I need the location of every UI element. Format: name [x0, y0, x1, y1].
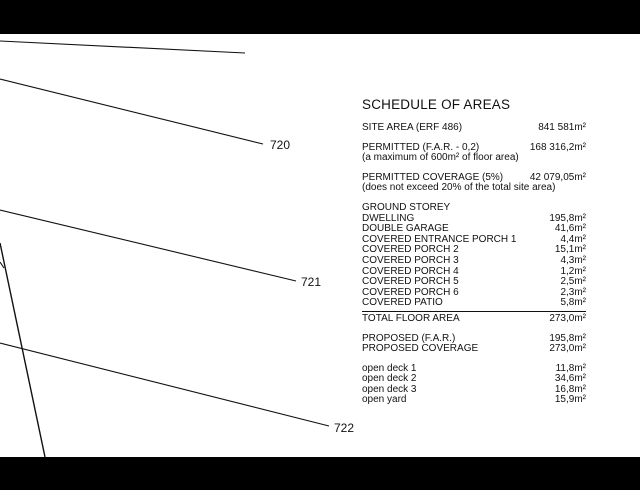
total-floor-area-value: 273,0m²	[549, 312, 586, 324]
site-area-value: 841 581m²	[538, 122, 586, 133]
proposed-value: 273,0m²	[549, 343, 586, 355]
permitted-coverage-label: PERMITTED COVERAGE (5%)	[362, 171, 504, 183]
contour-line-720	[0, 79, 263, 144]
permitted-coverage-value: 42 079,05m²	[529, 171, 586, 183]
schedule-of-areas	[362, 97, 586, 406]
permitted-coverage-note: (does not exceed 20% of the total site area)	[362, 182, 556, 194]
item-label: COVERED PORCH 2	[362, 244, 459, 256]
item-value: 41,6m²	[554, 223, 586, 235]
permitted-far-note: (a maximum of 600m² of floor area)	[362, 152, 519, 164]
ground-storey-heading: GROUND STOREY	[362, 201, 451, 213]
boundary-line-diagonal	[0, 243, 45, 457]
outdoor-value: 15,9m²	[554, 394, 586, 406]
item-value: 2,5m²	[560, 276, 586, 288]
total-floor-area-label: TOTAL FLOOR AREA	[362, 312, 460, 324]
proposed-label: PROPOSED (F.A.R.)	[362, 332, 456, 344]
outdoor-label: open deck 1	[362, 362, 417, 374]
item-label: COVERED ENTRANCE PORCH 1	[362, 233, 517, 245]
outdoor-label: open deck 3	[362, 383, 417, 395]
outdoor-value: 11,8m²	[555, 362, 586, 374]
item-label: COVERED PATIO	[362, 297, 443, 309]
total-floor-area-row	[362, 311, 586, 325]
site-area-row	[362, 123, 586, 134]
permitted-far-label: PERMITTED (F.A.R. - 0,2)	[362, 141, 480, 153]
outdoor-value: 34,6m²	[554, 373, 586, 385]
item-label: DWELLING	[362, 212, 415, 224]
contour-line-721	[0, 210, 296, 281]
item-value: 15,1m²	[554, 244, 586, 256]
item-value: 5,8m²	[560, 297, 586, 309]
item-value: 4,3m²	[560, 254, 586, 266]
contour-label-722: 722	[334, 421, 355, 435]
schedule-title: SCHEDULE OF AREAS	[362, 97, 511, 112]
item-label: COVERED PORCH 3	[362, 254, 459, 266]
item-value: 1,2m²	[560, 265, 586, 277]
contour-label-720: 720	[270, 138, 291, 152]
table-row	[362, 298, 586, 309]
proposed-label: PROPOSED COVERAGE	[362, 343, 479, 355]
item-value: 195,8m²	[549, 212, 586, 224]
item-label: DOUBLE GARAGE	[362, 223, 449, 235]
list-item	[362, 395, 586, 406]
item-value: 4,4m²	[560, 233, 586, 245]
proposed-coverage-row	[362, 344, 586, 355]
table-row	[362, 256, 586, 267]
item-label: COVERED PORCH 6	[362, 286, 459, 298]
permitted-far-value: 168 316,2m²	[529, 141, 586, 153]
contour-label-721: 721	[301, 275, 322, 289]
outdoor-label: open deck 2	[362, 373, 417, 385]
outdoor-value: 16,8m²	[554, 383, 586, 395]
item-value: 2,3m²	[560, 286, 586, 298]
bottom-letterbox-bar	[0, 457, 640, 490]
boundary-tick	[0, 262, 4, 268]
proposed-value: 195,8m²	[549, 332, 586, 344]
item-label: COVERED PORCH 5	[362, 276, 459, 288]
item-label: COVERED PORCH 4	[362, 265, 459, 277]
contour-line-722	[0, 343, 329, 426]
site-area-label: SITE AREA (ERF 486)	[362, 122, 463, 133]
boundary-line	[0, 41, 245, 53]
outdoor-label: open yard	[362, 394, 407, 406]
